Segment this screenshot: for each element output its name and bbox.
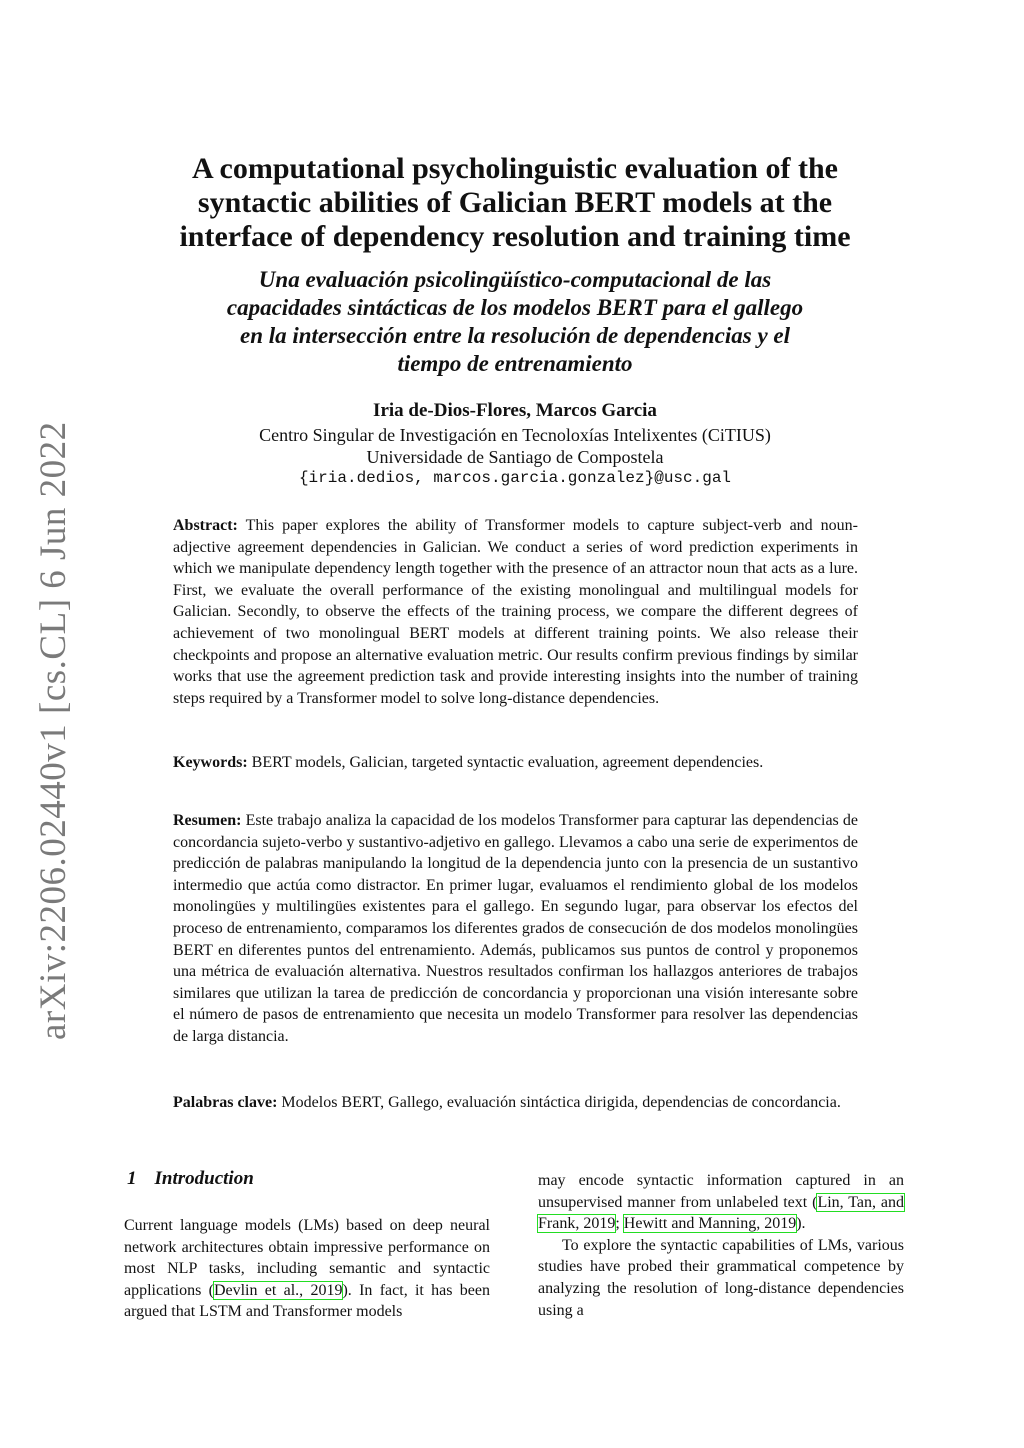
paper-subtitle-line: tiempo de entrenamiento xyxy=(397,351,633,376)
paragraph-text: Current language models (LMs) based on deep neural network architectures obtain impressive performance on most NLP tasks, including semantic and syntactic applications ( xyxy=(124,1217,490,1299)
right-column xyxy=(538,1170,904,1321)
paragraph-text: ). xyxy=(796,1215,806,1233)
paragraph-text: ; xyxy=(615,1215,624,1233)
keywords-label: Keywords: xyxy=(173,754,248,771)
palabras-clave xyxy=(173,1092,858,1114)
citation-link[interactable]: Devlin et al., 2019 xyxy=(213,1281,343,1299)
author-names: Iria de-Dios-Flores, Marcos Garcia xyxy=(373,400,657,421)
section-title: Introduction xyxy=(154,1168,254,1189)
citation-link[interactable]: Hewitt and Manning, 2019 xyxy=(623,1215,797,1233)
palabras-clave-label: Palabras clave: xyxy=(173,1094,278,1111)
resumen-label: Resumen: xyxy=(173,812,242,829)
paragraph xyxy=(124,1215,490,1323)
abstract-label: Abstract: xyxy=(173,517,238,534)
paragraph-text: may encode syntactic information captured in an unsupervised manner from unlabeled text ( xyxy=(538,1172,904,1211)
abstract-text: This paper explores the ability of Transformer models to capture subject-verb and noun-adjective agreement dependencies in Galician. We conduct a series of word prediction experiments in which we manipulate dependency length together with the presence of an attractor noun that acts as a lure. First, we evaluate the overall performance of the existing monolingual and multilingual models for Galician. Secondly, to observe the effects of the training process, we compare the different degrees of achievement of two monolingual BERT models at different training points. We also release their checkpoints and propose an alternative evaluation metric. Our results confirm previous findings by similar works that use the agreement prediction task and provide interesting insights into the number of training steps required by a Transformer model to solve long-distance dependencies. xyxy=(173,517,859,707)
affiliation-line: Centro Singular de Investigación en Tecnoloxías Intelixentes (CiTIUS) xyxy=(259,425,771,445)
paper-subtitle-line: Una evaluación psicolingüístico-computacional de las xyxy=(258,267,772,292)
paper-subtitle xyxy=(110,266,920,378)
paper-subtitle-line: capacidades sintácticas de los modelos BERT para el gallego xyxy=(226,295,804,320)
paragraph-text: ). In fact, it has been argued that LSTM and Transformer models xyxy=(124,1281,490,1321)
section-heading xyxy=(127,1168,254,1190)
abstract xyxy=(173,515,858,709)
paper-title xyxy=(110,152,920,254)
resumen xyxy=(173,810,858,1048)
paper-title-line: A computational psycholinguistic evaluation of the xyxy=(192,152,838,185)
paragraph: To explore the syntactic capabilities of LMs, various studies have probed their grammatical competence by analyzing the resolution of long-distance dependencies using a xyxy=(538,1236,904,1319)
affiliation xyxy=(110,424,920,468)
paper-subtitle-line: en la intersección entre la resolución de dependencias y el xyxy=(239,323,791,348)
paper-title-line: interface of dependency resolution and training time xyxy=(179,220,851,253)
section-number: 1 xyxy=(127,1168,137,1189)
keywords-text: BERT models, Galician, targeted syntactic evaluation, agreement dependencies. xyxy=(251,754,764,771)
left-column xyxy=(124,1215,490,1323)
paper-title-line: syntactic abilities of Galician BERT models at the xyxy=(197,186,833,219)
resumen-text: Este trabajo analiza la capacidad de los modelos Transformer para capturar las dependencias de concordancia sujeto-verbo y sustantivo-adjetivo en gallego. Llevamos a cabo una serie de experimentos de predicción de palabras manipulando la longitud de la dependencia junto con la presencia de un sustantivo intermedio que actúa como distractor. En primer lugar, evaluamos el rendimiento global de los modelos monolingües y multilingües existentes para el gallego. En segundo lugar, para observar los efectos del proceso de entrenamiento, comparamos los diferentes grados de consecución de dos modelos monolingües BERT en diferentes puntos del entrenamiento. Además, publicamos sus puntos de control y proponemos una métrica de evaluación alternativa. Nuestros resultados confirman los hallazgos anteriores de trabajos similares que utilizan la tarea de predicción de concordancia y proporcionan una visión interesante sobre el número de pasos de entrenamiento que necesita un modelo Transformer para resolver las dependencias de larga distancia. xyxy=(173,812,859,1045)
author-email: {iria.dedios, marcos.garcia.gonzalez}@usc.gal xyxy=(298,469,732,487)
affiliation-line: Universidade de Santiago de Compostela xyxy=(366,447,664,467)
citation-link[interactable]: Lin, Tan, and Frank, 2019 xyxy=(538,1193,904,1233)
palabras-clave-text: Modelos BERT, Gallego, evaluación sintáctica dirigida, dependencias de concordancia. xyxy=(281,1094,841,1111)
arxiv-identifier: arXiv:2206.02440v1 [cs.CL] 6 Jun 2022 xyxy=(33,421,74,1040)
keywords xyxy=(173,752,858,774)
paragraph xyxy=(538,1170,904,1235)
